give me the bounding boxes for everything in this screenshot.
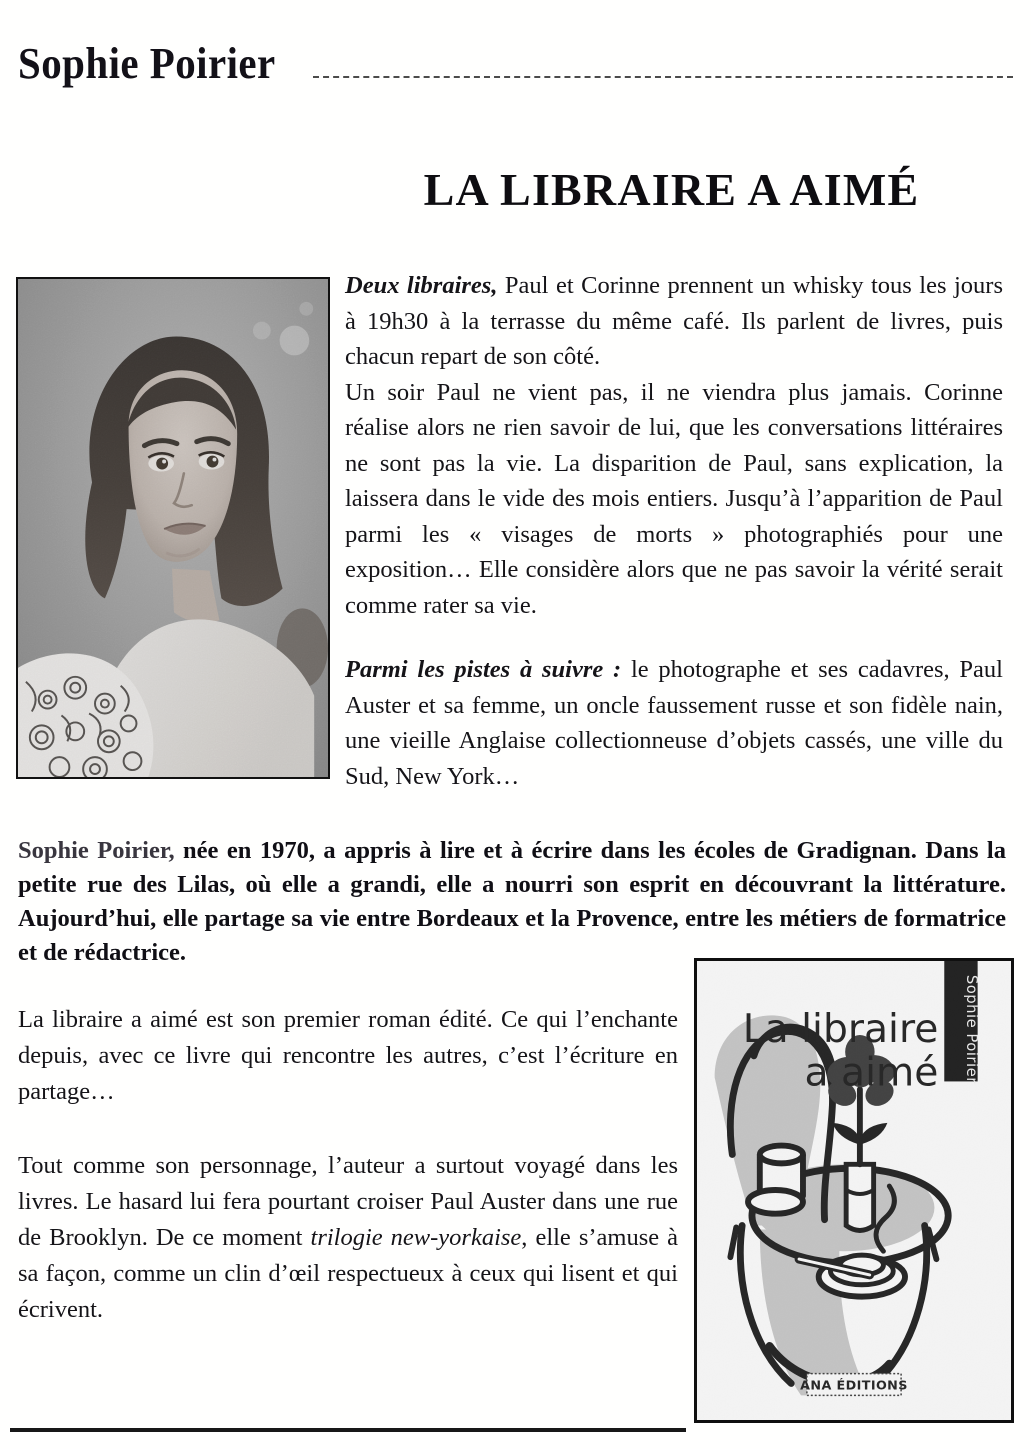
author-biography <box>18 834 1006 970</box>
intro-lead-3: Parmi les pistes à suivre : <box>345 656 622 683</box>
lower-paragraph-1: La libraire a aimé est son premier roman édité. Ce qui l’enchante depuis, avec ce livre qui rencontre les autres, c’est l’écriture en partage… <box>18 1006 678 1105</box>
masthead <box>18 38 1013 100</box>
author-portrait <box>16 277 330 779</box>
book-cover-artwork <box>697 961 1011 1420</box>
masthead-dashed-rule <box>313 76 1013 78</box>
footer-rule <box>10 1428 686 1432</box>
biography-author-name: Sophie Poirier, <box>18 837 175 864</box>
lower-italic-title: trilogie new-yorkaise <box>310 1224 522 1251</box>
intro-paragraph-1 <box>345 268 1003 375</box>
intro-body-1: Paul et Corinne prennent un whisky tous les jours à 19h30 à la terrasse du même café. Ils parlent de livres, puis chacun repart de son côté. <box>345 272 1003 370</box>
cover-spine-author: Sophie Poirier <box>962 974 980 1084</box>
lower-text-column <box>18 1002 678 1328</box>
page-title: LA LIBRAIRE A AIMÉ <box>423 164 920 215</box>
cover-title-line-1: La libraire <box>742 1005 939 1052</box>
publisher-name: ANA ÉDITIONS <box>800 1378 908 1394</box>
portrait-image <box>18 279 328 777</box>
cover-title-line-2: a aimé <box>804 1049 939 1096</box>
lower-paragraph-2 <box>18 1148 678 1328</box>
lower-body-2a: Tout comme son personnage, l’auteur a surtout voyagé dans les livres. Le hasard lui fera pourtant croiser Paul Auster dans une rue de Brooklyn. De ce moment <box>18 1152 678 1251</box>
intro-lead-1: Deux libraires, <box>345 272 498 299</box>
intro-paragraph-2: Un soir Paul ne vient pas, il ne viendra plus jamais. Corinne réalise alors ne rien savoir de lui, que les conversations littéraires ne sont pas la vie. La disparition de Paul, sans explication, la laissera dans le vide des mois entiers. Jusqu’à l’apparition de Paul parmi les « visages de morts » photographiés pour une exposition… Elle considère alors que ne pas savoir la vérité serait comme rater sa vie. <box>345 378 1003 619</box>
intro-body-3: le photographe et ses cadavres, Paul Auster et sa femme, un oncle faussement russe et son fidèle nain, une vieille Anglaise collectionneuse d’objets cassés, une ville du Sud, New York… <box>345 656 1003 790</box>
book-cover <box>694 958 1014 1423</box>
lower-body-2b: , elle s’amuse à sa façon, comme un clin d’œil respectueux à ceux qui lisent et qui écrivent. <box>18 1224 678 1323</box>
intro-paragraph-3 <box>345 652 1003 794</box>
masthead-author-name: Sophie Poirier <box>18 39 276 88</box>
biography-text: née en 1970, a appris à lire et à écrire dans les écoles de Gradignan. Dans la petite rue des Lilas, où elle a grandi, elle a nourri son esprit en découvrant la littérature. Aujourd’hui, elle partage sa vie entre Bordeaux et la Provence, entre les métiers de formatrice et de rédactrice. <box>18 837 1006 966</box>
intro-text-column <box>345 268 1003 794</box>
